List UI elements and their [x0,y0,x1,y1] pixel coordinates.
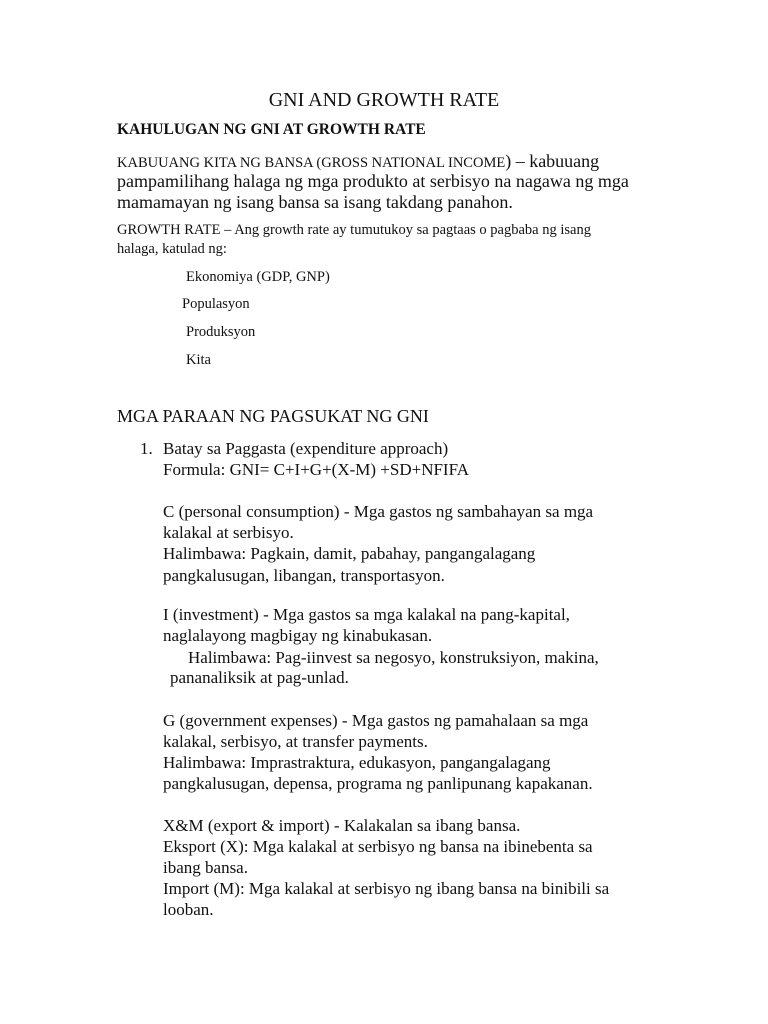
xm-definition-line: X&M (export & import) - Kalakalan sa ibang bansa. [163,816,521,835]
gni-definition-line-3: mamamayan ng isang bansa sa isang takdang panahon. [117,192,513,212]
gni-definition-line-1 [117,151,599,172]
import-line: Import (M): Mga kalakal at serbisyo ng ibang bansa na binibili sa [163,879,610,898]
method-number: 1. [140,439,153,458]
import-line: looban. [163,900,214,919]
g-example-line: pangkalusugan, depensa, programa ng panlipunang kapakanan. [163,774,593,793]
export-line: Eksport (X): Mga kalakal at serbisyo ng bansa na ibinebenta sa [163,837,593,856]
method-name: Batay sa Paggasta (expenditure approach) [163,439,449,458]
i-example-line: Halimbawa: Pag-iinvest sa negosyo, konstruksiyon, makina, [188,648,599,667]
g-definition-line: kalakal, serbisyo, at transfer payments. [163,732,428,751]
i-example-line: pananaliksik at pag-unlad. [170,668,349,687]
growth-item: Produksyon [186,324,256,340]
c-definition-line: kalakal at serbisyo. [163,523,294,542]
growth-rate-line-2: halaga, katulad ng: [117,241,227,257]
growth-rate-line-1: GROWTH RATE – Ang growth rate ay tumutukoy sa pagtaas o pagbaba ng isang [117,222,591,238]
c-definition-line: C (personal consumption) - Mga gastos ng sambahayan sa mga [163,502,594,521]
i-definition-line: naglalayong magbigay ng kinabukasan. [163,626,433,645]
method-formula: Formula: GNI= C+I+G+(X-M) +SD+NFIFA [163,460,470,479]
document-title: GNI AND GROWTH RATE [268,89,500,111]
growth-item: Ekonomiya (GDP, GNP) [186,269,330,285]
growth-item: Kita [186,352,211,368]
c-example-line: Halimbawa: Pagkain, damit, pabahay, pangangalagang [163,544,536,563]
methods-section-title: MGA PARAAN NG PAGSUKAT NG GNI [117,406,429,426]
gni-definition-dash: ) – kabuuang [505,151,600,171]
i-definition-line: I (investment) - Mga gastos sa mga kalakal na pang-kapital, [163,605,570,624]
section-subheading: KAHULUGAN NG GNI AT GROWTH RATE [117,121,426,138]
growth-item: Populasyon [182,296,250,312]
export-line: ibang bansa. [163,858,248,877]
gni-definition-term: KABUUANG KITA NG BANSA (GROSS NATIONAL INCOME [117,155,506,171]
g-definition-line: G (government expenses) - Mga gastos ng pamahalaan sa mga [163,711,589,730]
g-example-line: Halimbawa: Imprastraktura, edukasyon, pangangalagang [163,753,551,772]
c-example-line: pangkalusugan, libangan, transportasyon. [163,566,445,585]
gni-definition-line-2: pampamilihang halaga ng mga produkto at serbisyo na nagawa ng mga [117,171,629,191]
